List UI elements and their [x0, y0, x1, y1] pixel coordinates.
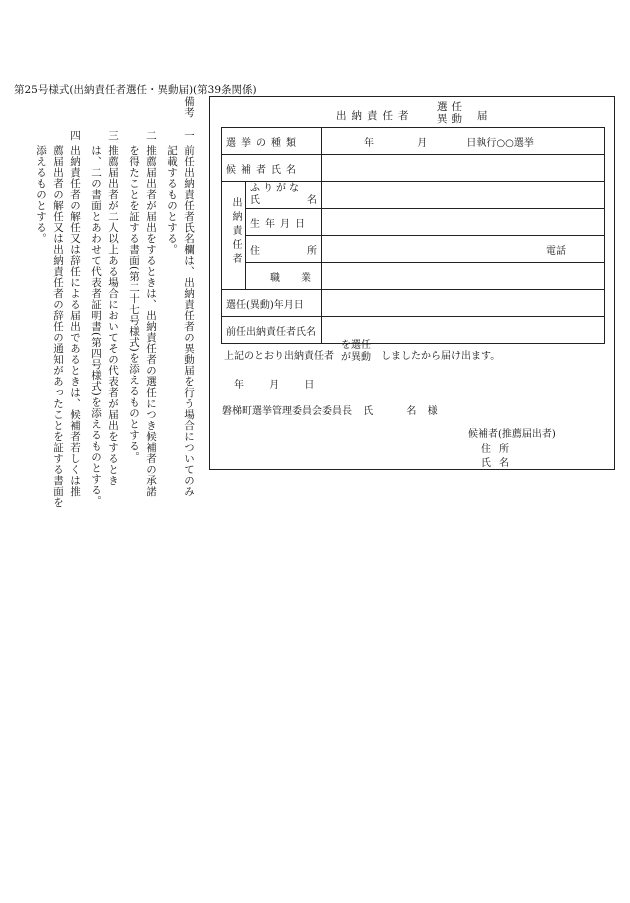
form-title	[209, 101, 615, 127]
statement-pre: 上記のとおり出納責任者	[224, 351, 334, 362]
label-candidate-name: 候補者氏名	[222, 155, 322, 182]
note-1-line-2: 記載するものとする。	[166, 145, 178, 255]
label-furigana-name	[246, 182, 322, 209]
label-group-treasurer: 出納責任者	[222, 182, 246, 290]
signer-title: 候補者(推薦届出者)	[468, 429, 556, 440]
row-birthdate	[222, 209, 605, 236]
label-prev-name: 前任出納責任者氏名	[222, 317, 322, 344]
label-name	[250, 195, 317, 207]
signer-name: 氏名	[481, 458, 517, 469]
label-name-2: 名	[307, 195, 317, 206]
label-appoint-date: 選任(異動)年月日	[222, 290, 322, 317]
row-address	[222, 236, 605, 263]
date-line: 年 月 日	[234, 380, 315, 391]
row-occupation	[222, 263, 605, 290]
form-title-main: 出納責任者	[336, 110, 414, 122]
signer-address: 住所	[481, 444, 517, 455]
note-4-num: 四	[69, 130, 81, 141]
label-address-split: 住 所	[250, 245, 317, 257]
statement-options: を選任 が異動	[341, 340, 371, 363]
form-title-options: 選任 異動	[437, 101, 466, 125]
field-appoint-date[interactable]	[322, 290, 605, 317]
label-election-type: 選挙の種類	[222, 128, 322, 155]
field-address[interactable]	[322, 236, 605, 263]
form-heading: 第25号様式(出納責任者選任・異動届)(第39条関係)	[14, 84, 257, 96]
label-phone: 電話	[546, 245, 566, 257]
note-4-line-2: 薦届出者の解任又は出納責任者の辞任の通知があったことを証する書面を	[52, 145, 64, 508]
note-4-line-3: 添えるものとする。	[35, 145, 47, 244]
field-election-date[interactable]: 年 月 日執行○○選挙	[322, 128, 605, 155]
row-appoint-date	[222, 290, 605, 317]
note-2-line-1: 推薦届出者が届出をするときは、出納責任者の選任につき候補者の承諾	[145, 145, 157, 497]
note-2-num: 二	[145, 130, 157, 141]
field-candidate-name[interactable]	[322, 155, 605, 182]
form-table	[221, 127, 605, 344]
field-birthdate[interactable]	[322, 209, 605, 236]
note-3-line-2: は、二の書面とあわせて代表者証明書(第四号様式)を添えるものとする。	[90, 145, 102, 507]
notes-title: 備考	[183, 96, 195, 118]
label-birthdate: 生年月日	[246, 209, 322, 236]
label-address	[246, 236, 322, 263]
label-name-1: 氏	[250, 195, 260, 206]
label-furigana: ふりがな	[250, 183, 302, 194]
note-2-line-2: を得たことを証する書面(第二十七号様式)を添えるものとする。	[128, 145, 140, 463]
note-1-num: 一	[183, 130, 195, 141]
form-title-end: 届	[477, 110, 488, 122]
note-3-num: 三	[107, 130, 119, 141]
statement-post: しましたから届け出ます。	[381, 351, 501, 362]
addressee: 磐梯町選挙管理委員会委員長 氏 名 様	[222, 406, 438, 417]
row-candidate-name	[222, 155, 605, 182]
field-name[interactable]	[322, 182, 605, 209]
row-furigana-name	[222, 182, 605, 209]
note-1-line-1: 前任出納責任者氏名欄は、出納責任者の異動届を行う場合についてのみ	[183, 145, 195, 497]
note-3-line-1: 推薦届出者が二人以上ある場合においてその代表者が届出をするとき	[107, 145, 119, 486]
row-prev-name	[222, 317, 605, 344]
row-election-type	[222, 128, 605, 155]
note-4-line-1: 出納責任者の解任又は辞任による届出であるときは、候補者若しくは推	[69, 145, 81, 497]
label-occupation: 職 業	[246, 263, 322, 290]
field-occupation[interactable]	[322, 263, 605, 290]
